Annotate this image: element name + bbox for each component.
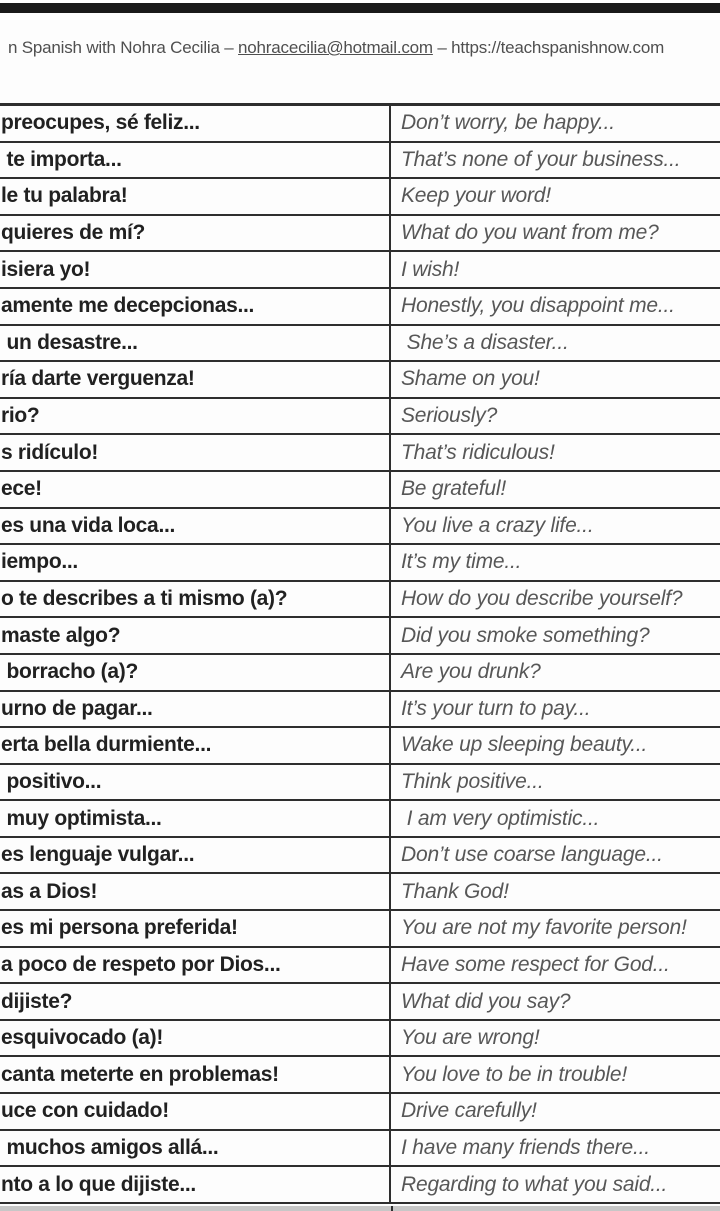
header-suffix-text: – https://teachspanishnow.com — [432, 38, 665, 57]
table-row — [0, 362, 720, 399]
table-row — [0, 948, 720, 985]
english-phrase-cell: You love to be in trouble! — [401, 1062, 627, 1086]
top-black-rule — [0, 3, 720, 13]
table-row — [0, 655, 720, 692]
spanish-phrase-cell: borracho (a)? — [0, 655, 391, 690]
english-phrase-cell: Drive carefully! — [401, 1099, 537, 1123]
spanish-phrase-cell: le tu palabra! — [0, 179, 391, 214]
english-phrase-cell: Did you smoke something? — [401, 623, 650, 647]
table-row — [0, 143, 720, 180]
table-row — [0, 216, 720, 253]
english-phrase-cell: She’s a disaster... — [401, 330, 569, 354]
spanish-phrase-cell: a poco de respeto por Dios... — [0, 948, 391, 983]
spanish-phrase-cell: positivo... — [0, 765, 391, 800]
spanish-phrase-cell: dijiste? — [0, 984, 391, 1019]
spanish-phrase-cell: maste algo? — [0, 618, 391, 653]
table-row — [0, 1021, 720, 1058]
table-row — [0, 472, 720, 509]
table-row — [0, 252, 720, 289]
table-row — [0, 984, 720, 1021]
table-row — [0, 1131, 720, 1168]
document-header — [8, 36, 720, 60]
english-phrase-cell: I am very optimistic... — [401, 806, 600, 830]
table-row — [0, 1094, 720, 1131]
table-row — [0, 582, 720, 619]
english-phrase-cell: What do you want from me? — [401, 221, 659, 245]
english-phrase-cell: How do you describe yourself? — [401, 587, 683, 611]
table-row — [0, 106, 720, 143]
spanish-phrase-cell: urno de pagar... — [0, 692, 391, 727]
english-phrase-cell: Thank God! — [401, 879, 509, 903]
spanish-phrase-cell: erta bella durmiente... — [0, 728, 391, 763]
table-row — [0, 1167, 720, 1204]
spanish-phrase-cell: esquivocado (a)! — [0, 1021, 391, 1056]
next-row-sliver — [0, 1206, 720, 1211]
english-phrase-cell: You live a crazy life... — [401, 513, 594, 537]
english-phrase-cell: Don’t worry, be happy... — [401, 111, 615, 135]
table-row — [0, 911, 720, 948]
english-phrase-cell: That’s ridiculous! — [401, 440, 555, 464]
spanish-phrase-cell: es lenguaje vulgar... — [0, 838, 391, 873]
table-row — [0, 1057, 720, 1094]
english-phrase-cell: It’s my time... — [401, 550, 522, 574]
spanish-phrase-cell: te importa... — [0, 143, 391, 178]
table-row — [0, 801, 720, 838]
table-row — [0, 179, 720, 216]
english-phrase-cell: You are not my favorite person! — [401, 916, 687, 940]
table-row — [0, 874, 720, 911]
table-row — [0, 838, 720, 875]
english-phrase-cell: You are wrong! — [401, 1026, 540, 1050]
english-phrase-cell: Be grateful! — [401, 477, 506, 501]
english-phrase-cell: It’s your turn to pay... — [401, 696, 591, 720]
english-phrase-cell: Shame on you! — [401, 367, 540, 391]
english-phrase-cell: Have some respect for God... — [401, 952, 670, 976]
header-prefix-text: n Spanish with Nohra Cecilia – — [8, 38, 239, 57]
spanish-phrase-cell: muchos amigos allá... — [0, 1131, 391, 1166]
table-row — [0, 545, 720, 582]
spanish-phrase-cell: un desastre... — [0, 326, 391, 361]
table-row — [0, 289, 720, 326]
spanish-phrase-cell: preocupes, sé feliz... — [0, 106, 391, 141]
phrase-table — [0, 103, 720, 1204]
table-row — [0, 692, 720, 729]
spanish-phrase-cell: amente me decepcionas... — [0, 289, 391, 324]
spanish-phrase-cell: muy optimista... — [0, 801, 391, 836]
table-row — [0, 618, 720, 655]
english-phrase-cell: Don’t use coarse language... — [401, 843, 663, 867]
spanish-phrase-cell: iempo... — [0, 545, 391, 580]
column-divider-stub — [391, 1206, 393, 1211]
table-row — [0, 509, 720, 546]
spanish-phrase-cell: as a Dios! — [0, 874, 391, 909]
english-phrase-cell: Think positive... — [401, 769, 544, 793]
table-row — [0, 399, 720, 436]
english-phrase-cell: Seriously? — [401, 404, 498, 428]
english-phrase-cell: Regarding to what you said... — [401, 1172, 668, 1196]
spanish-phrase-cell: ría darte verguenza! — [0, 362, 391, 397]
spanish-phrase-cell: nto a lo que dijiste... — [0, 1167, 391, 1202]
english-phrase-cell: I wish! — [401, 257, 460, 281]
email-link[interactable]: nohracecilia@hotmail.com — [238, 38, 433, 57]
spanish-phrase-cell: rio? — [0, 399, 391, 434]
spanish-phrase-cell: s ridículo! — [0, 435, 391, 470]
english-phrase-cell: Wake up sleeping beauty... — [401, 733, 648, 757]
spanish-phrase-cell: es una vida loca... — [0, 509, 391, 544]
spanish-phrase-cell: o te describes a ti mismo (a)? — [0, 582, 391, 617]
spanish-phrase-cell: es mi persona preferida! — [0, 911, 391, 946]
table-row — [0, 765, 720, 802]
english-phrase-cell: What did you say? — [401, 989, 571, 1013]
spanish-phrase-cell: quieres de mí? — [0, 216, 391, 251]
english-phrase-cell: Are you drunk? — [401, 660, 541, 684]
table-row — [0, 435, 720, 472]
spanish-phrase-cell: ece! — [0, 472, 391, 507]
english-phrase-cell: That’s none of your business... — [401, 147, 681, 171]
table-row — [0, 728, 720, 765]
spanish-phrase-cell: uce con cuidado! — [0, 1094, 391, 1129]
table-row — [0, 326, 720, 363]
spanish-phrase-cell: isiera yo! — [0, 252, 391, 287]
english-phrase-cell: Keep your word! — [401, 184, 551, 208]
english-phrase-cell: Honestly, you disappoint me... — [401, 294, 675, 318]
english-phrase-cell: I have many friends there... — [401, 1135, 650, 1159]
spanish-phrase-cell: canta meterte en problemas! — [0, 1057, 391, 1092]
